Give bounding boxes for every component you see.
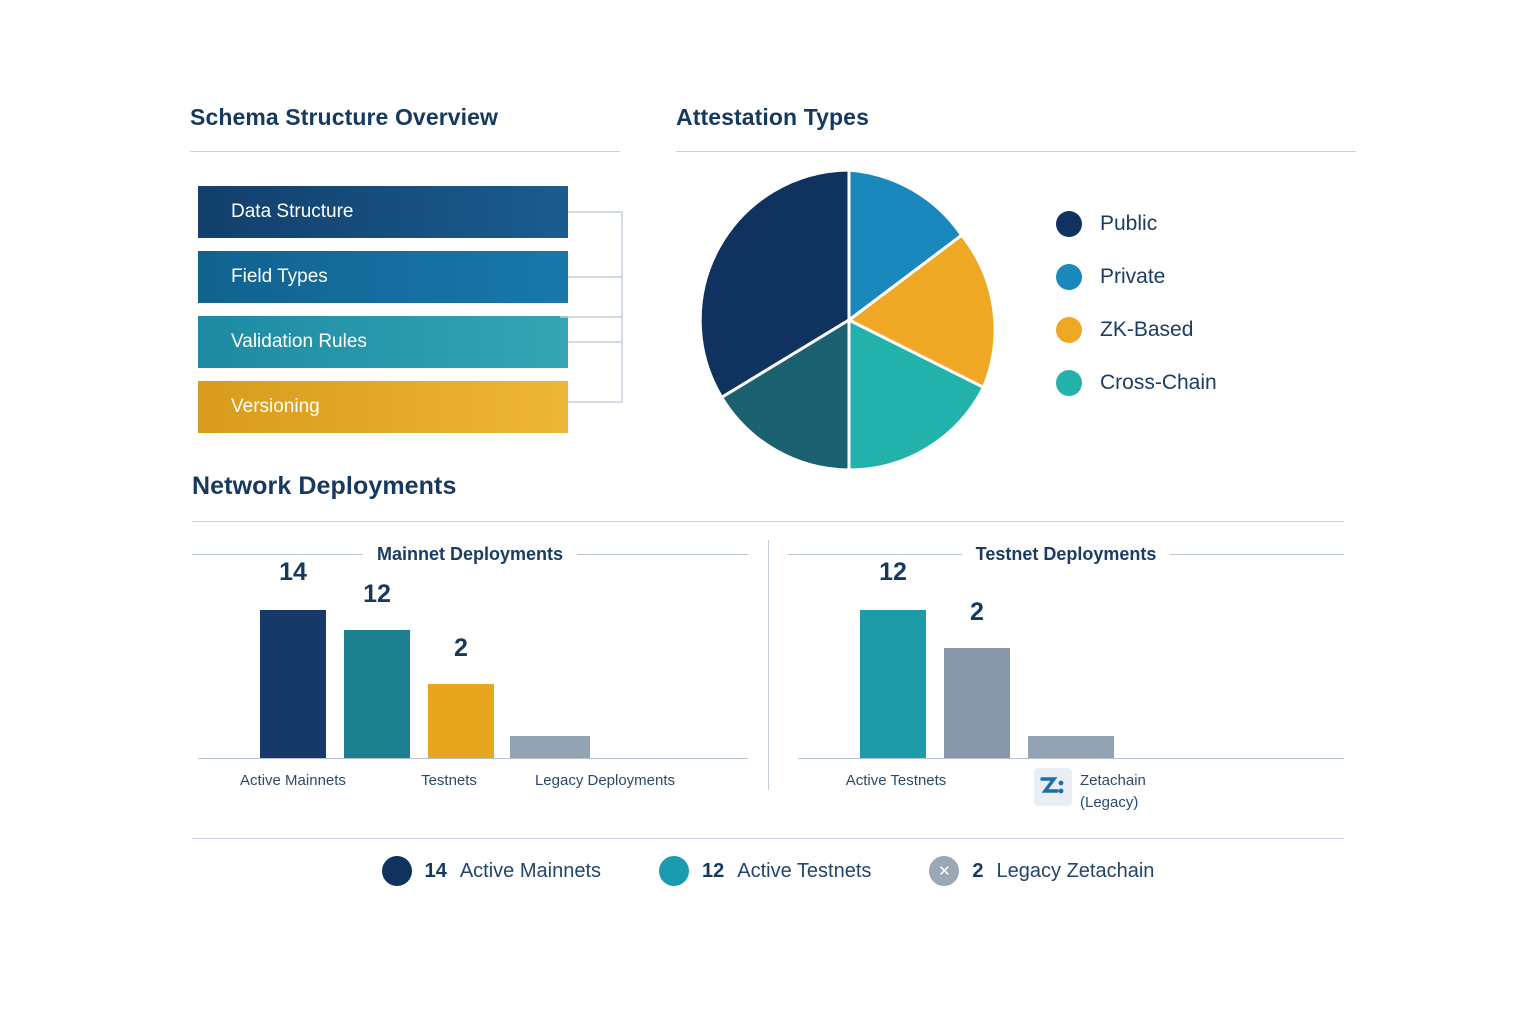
bar-extra[interactable] <box>1028 736 1114 758</box>
bar-value-legacy: 2 <box>454 634 468 662</box>
schema-bar-validation-rules[interactable] <box>198 316 568 368</box>
legend-color-dot <box>1056 317 1082 343</box>
attestation-panel <box>676 104 1356 152</box>
zetachain-glyph <box>1040 776 1066 798</box>
mainnet-bar-chart <box>198 558 748 789</box>
bar-value-active-testnets: 12 <box>879 558 907 586</box>
schema-bar-list <box>198 186 568 433</box>
subheading-line-left <box>788 554 962 555</box>
subheading-line-right <box>577 554 748 555</box>
attestation-legend <box>1056 197 1217 409</box>
cat-label-active-testnets: Active Testnets <box>845 772 947 789</box>
subheading-line-left <box>192 554 363 555</box>
summary-dot-legacy <box>929 856 959 886</box>
zetachain-icon[interactable] <box>1034 768 1072 806</box>
summary-label-mainnets: Active Mainnets <box>459 859 601 882</box>
schema-panel-title: Schema Structure Overview <box>190 104 499 130</box>
schema-bar-field-types[interactable] <box>198 251 568 303</box>
bar-value-zetachain-legacy: 2 <box>970 598 984 626</box>
legend-item-label: Cross-Chain <box>1100 370 1217 394</box>
mainnet-axis <box>198 758 748 759</box>
legend-item-zk-based[interactable] <box>1056 303 1217 356</box>
summary-value-mainnets: 14 <box>424 859 447 882</box>
network-panel-title: Network Deployments <box>192 472 457 500</box>
summary-dot-mainnets <box>382 856 412 886</box>
bar-value-testnets: 12 <box>363 580 391 608</box>
schema-bar-data-structure[interactable] <box>198 186 568 238</box>
bar-zetachain-legacy[interactable] <box>944 648 1010 758</box>
attestation-pie-chart <box>697 168 1001 472</box>
cat-label-legacy-deployments: Legacy Deployments <box>534 772 676 789</box>
bar-extra[interactable] <box>510 736 590 758</box>
summary-label-testnets: Active Testnets <box>737 859 872 882</box>
close-icon: ✕ <box>938 863 951 880</box>
cat-label-active-mainnets: Active Mainnets <box>240 772 346 789</box>
summary-value-legacy: 2 <box>972 859 984 882</box>
testnet-subheading-label: Testnet Deployments <box>975 544 1157 564</box>
schema-connector-lines <box>560 180 680 430</box>
bar-testnets[interactable] <box>344 630 410 758</box>
schema-bar-label: Data Structure <box>231 201 354 222</box>
summary-legend <box>192 856 1344 886</box>
bar-active-mainnets[interactable] <box>260 610 326 758</box>
schema-title-divider <box>190 151 620 152</box>
legend-item-cross-chain[interactable] <box>1056 356 1217 409</box>
summary-label-legacy: Legacy Zetachain <box>996 859 1155 882</box>
schema-bar-label: Field Types <box>231 266 328 287</box>
bottom-divider-line <box>192 838 1344 839</box>
legend-item-public[interactable] <box>1056 197 1217 250</box>
zetachain-label-line1: Zetachain <box>1080 772 1146 789</box>
network-title-divider <box>192 521 1344 522</box>
summary-item-legacy-zetachain[interactable] <box>929 856 1154 886</box>
zetachain-label-line2: (Legacy) <box>1080 794 1139 811</box>
testnet-axis <box>798 758 1344 759</box>
legend-item-label: ZK-Based <box>1100 317 1194 341</box>
bar-active-testnets[interactable] <box>860 610 926 758</box>
bar-legacy-deployments[interactable] <box>428 684 494 758</box>
schema-bar-versioning[interactable] <box>198 381 568 433</box>
legend-color-dot <box>1056 264 1082 290</box>
mainnet-subheading-label: Mainnet Deployments <box>376 544 564 564</box>
bottom-divider <box>192 838 1344 839</box>
attestation-panel-title: Attestation Types <box>676 104 869 130</box>
legend-color-dot <box>1056 211 1082 237</box>
legend-item-label: Private <box>1100 264 1166 288</box>
summary-value-testnets: 12 <box>702 859 725 882</box>
attestation-title-divider <box>676 151 1356 152</box>
cat-label-testnets: Testnets <box>421 772 477 789</box>
summary-item-active-mainnets[interactable] <box>382 856 601 886</box>
network-deployments-panel <box>192 472 1344 522</box>
schema-bar-label: Versioning <box>231 396 320 417</box>
summary-dot-testnets <box>659 856 689 886</box>
summary-item-active-testnets[interactable] <box>659 856 871 886</box>
subheading-line-right <box>1170 554 1344 555</box>
schema-bar-label: Validation Rules <box>231 331 367 352</box>
charts-divider <box>768 540 769 790</box>
legend-item-label: Public <box>1100 211 1158 235</box>
legend-item-private[interactable] <box>1056 250 1217 303</box>
legend-color-dot <box>1056 370 1082 396</box>
schema-structure-panel <box>190 104 620 152</box>
bar-value-active-mainnets: 14 <box>279 558 307 586</box>
